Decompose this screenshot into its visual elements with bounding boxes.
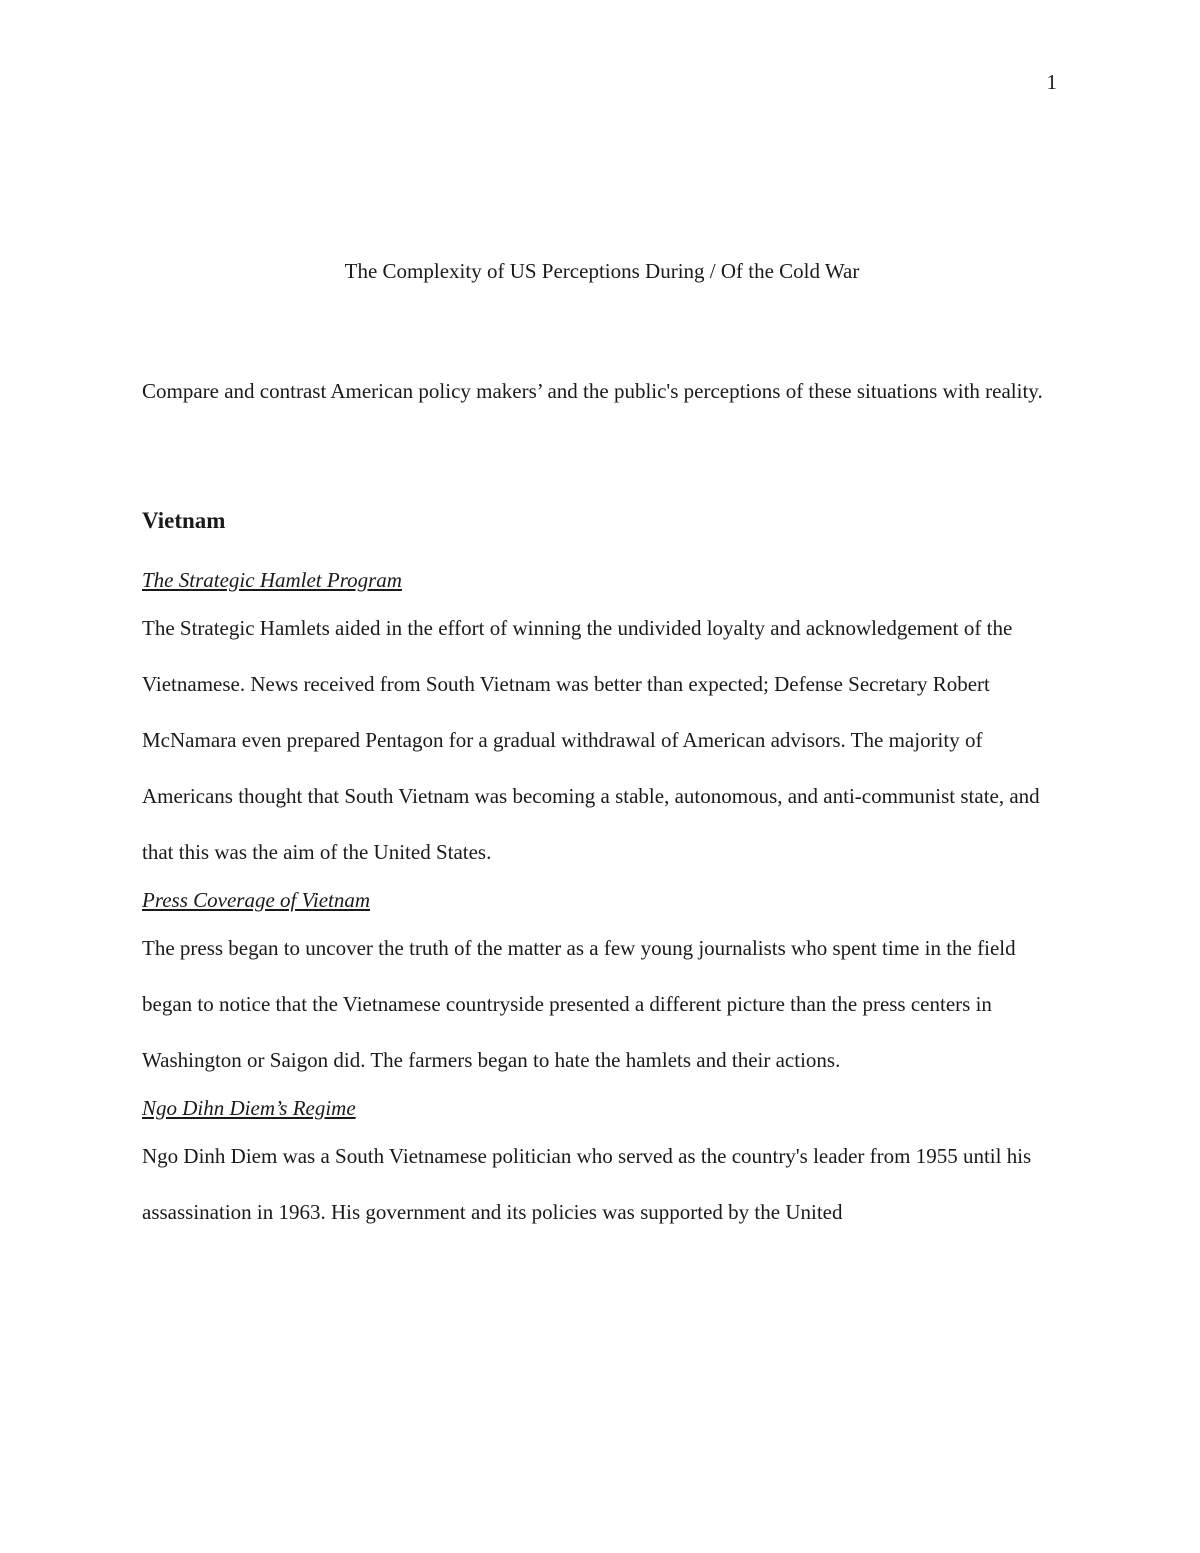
- document-title: The Complexity of US Perceptions During / Of the Cold War: [344, 259, 860, 283]
- document-body: [142, 252, 1062, 1240]
- subheading-press-coverage: Press Coverage of Vietnam: [142, 888, 371, 912]
- section-heading-vietnam: Vietnam: [142, 508, 226, 533]
- essay-prompt: Compare and contrast American policy makers’ and the public's perceptions of these situations with reality.: [142, 379, 1043, 403]
- subheading-diem-regime: Ngo Dihn Diem’s Regime: [142, 1096, 356, 1120]
- paragraph-diem-regime: Ngo Dinh Diem was a South Vietnamese politician who served as the country's leader from 1955 until his assassination in 1963. His government and its policies was supported by the United: [142, 1144, 1032, 1224]
- paragraph-press-coverage: The press began to uncover the truth of the matter as a few young journalists who spent time in the field began to notice that the Vietnamese countryside presented a different picture than the press centers in Washington or Saigon did. The farmers began to hate the hamlets and their actions.: [142, 936, 1016, 1072]
- paragraph-strategic-hamlet-program: The Strategic Hamlets aided in the effort of winning the undivided loyalty and acknowledgement of the Vietnamese. News received from South Vietnam was better than expected; Defense Secretary Robert McNamara even prepared Pentagon for a gradual withdrawal of American advisors. The majority of Americans thought that South Vietnam was becoming a stable, autonomous, and anti-communist state, and that this was the aim of the United States.: [142, 616, 1040, 864]
- page-number: 1: [1046, 70, 1057, 94]
- subheading-strategic-hamlet-program: The Strategic Hamlet Program: [142, 568, 402, 592]
